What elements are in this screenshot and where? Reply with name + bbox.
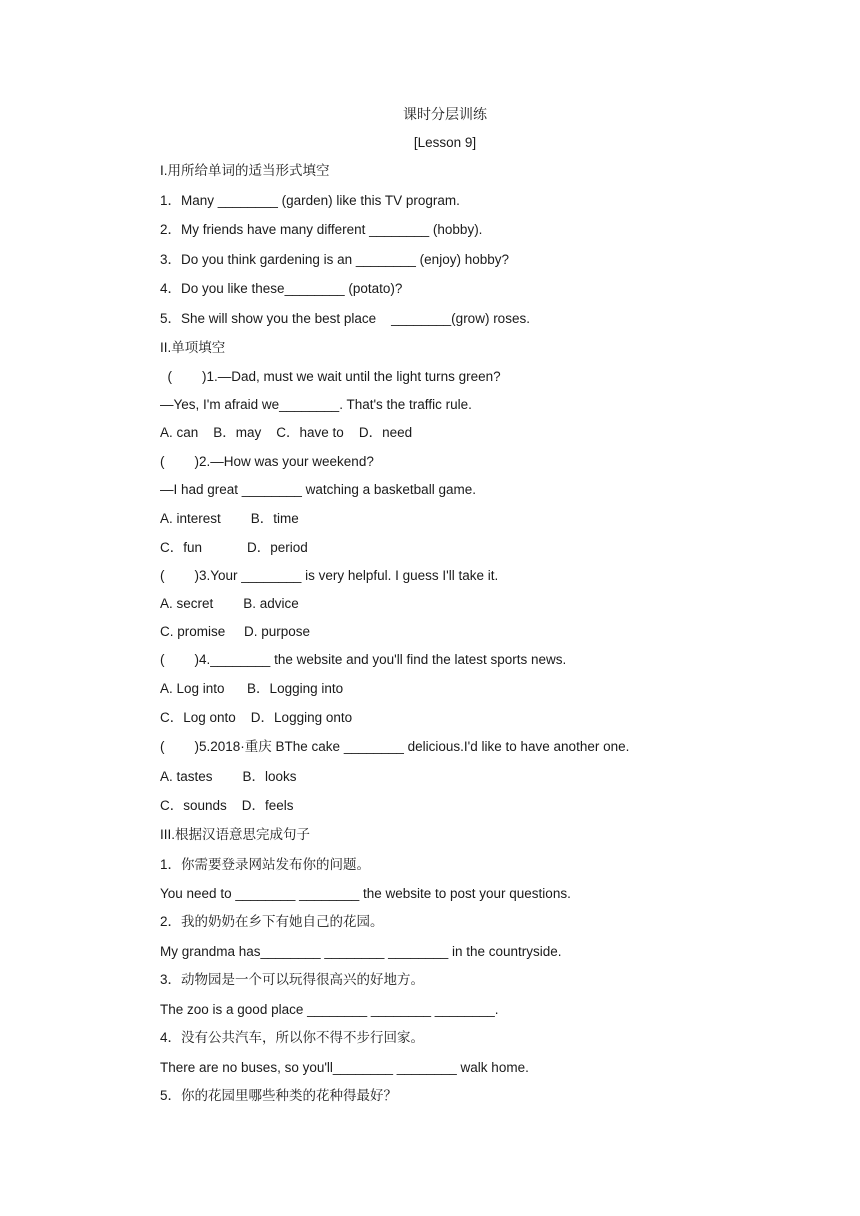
- section3-item-1-en: You need to ________ ________ the website to post your questions.: [160, 886, 571, 901]
- q4-stem: ( )4.________ the website and you'll find the latest sports news.: [160, 652, 567, 667]
- lesson-label: [Lesson 9]: [413, 135, 477, 150]
- q5-stem: ( )5.2018·重庆 BThe cake ________ delicious.I'd like to have another one.: [160, 739, 630, 754]
- section3-item-3-cn: 3．动物园是一个可以玩得很高兴的好地方。: [160, 972, 425, 987]
- q5-options-2: C．sounds D．feels: [160, 798, 294, 813]
- section3-item-2-en: My grandma has________ ________ ________ in the countryside.: [160, 944, 562, 959]
- page-title: 课时分层训练: [403, 106, 487, 122]
- section1-heading: I.用所给单词的适当形式填空: [160, 163, 330, 178]
- q3-options-1: A. secret B. advice: [160, 596, 299, 611]
- q2-stem: ( )2.—How was your weekend?: [160, 454, 374, 469]
- q2-options-1: A. interest B．time: [160, 511, 299, 526]
- section1-item-1: 1．Many ________ (garden) like this TV program.: [160, 193, 460, 208]
- section1-item-2: 2．My friends have many different ________ (hobby).: [160, 222, 483, 237]
- q4-options-1: A. Log into B．Logging into: [160, 681, 344, 696]
- section3-item-3-en: The zoo is a good place ________ ________ ________.: [160, 1002, 499, 1017]
- section3-item-1-cn: 1．你需要登录网站发布你的问题。: [160, 857, 371, 872]
- section3-heading: III.根据汉语意思完成句子: [160, 827, 311, 842]
- section1-item-5: 5．She will show you the best place ________(grow) roses.: [160, 311, 530, 326]
- q2-reply: —I had great ________ watching a basketball game.: [160, 482, 476, 497]
- q1-options: A. can B．may C．have to D．need: [160, 425, 413, 440]
- q3-options-2: C. promise D. purpose: [160, 624, 311, 639]
- q5-options-1: A. tastes B．looks: [160, 769, 297, 784]
- section3-item-4-en: There are no buses, so you'll________ ________ walk home.: [160, 1060, 529, 1075]
- q3-stem: ( )3.Your ________ is very helpful. I guess I'll take it.: [160, 568, 499, 583]
- q1-reply: —Yes, I'm afraid we________. That's the traffic rule.: [160, 397, 472, 412]
- section1-item-4: 4．Do you like these________ (potato)?: [160, 281, 403, 296]
- section2-heading: II.单项填空: [160, 340, 226, 355]
- section3-item-2-cn: 2．我的奶奶在乡下有她自己的花园。: [160, 914, 384, 929]
- section3-item-5-cn: 5．你的花园里哪些种类的花种得最好？: [160, 1088, 398, 1103]
- q1-stem: ( )1.—Dad, must we wait until the light turns green?: [160, 369, 501, 384]
- q2-options-2: C．fun D．period: [160, 540, 308, 555]
- section1-item-3: 3．Do you think gardening is an ________ (enjoy) hobby?: [160, 252, 509, 267]
- q4-options-2: C．Log onto D．Logging onto: [160, 710, 353, 725]
- section3-item-4-cn: 4．没有公共汽车，所以你不得不步行回家。: [160, 1030, 425, 1045]
